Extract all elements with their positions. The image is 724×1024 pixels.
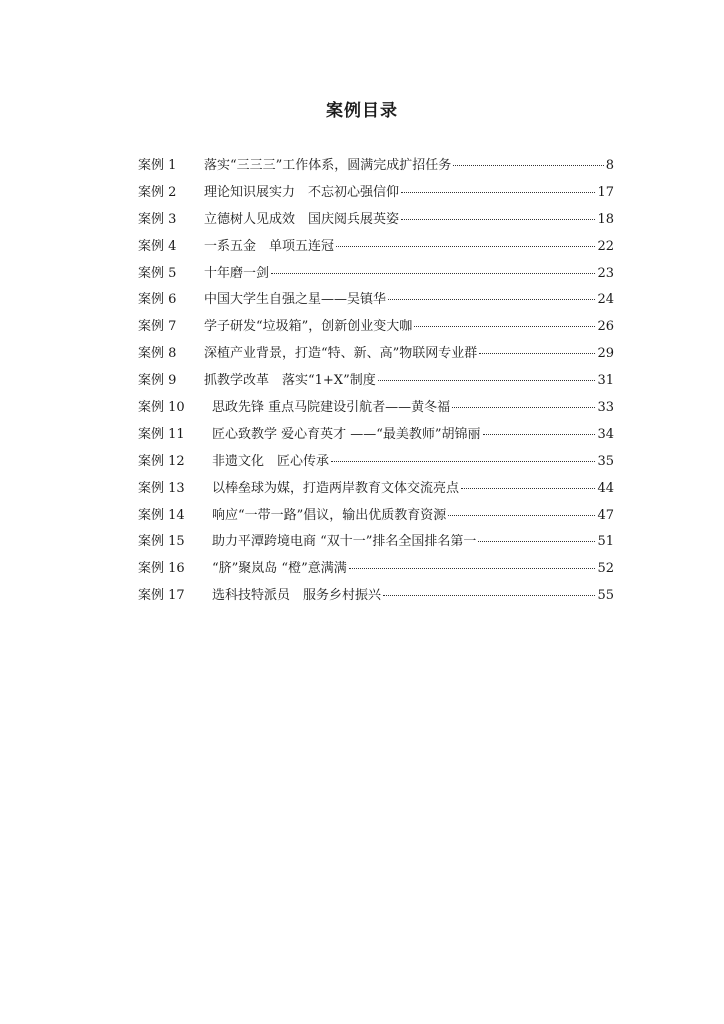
toc-entry[interactable] [138, 557, 614, 584]
toc-entry-title: 助力平潭跨境电商 “双十一”排名全国排名第一 [212, 534, 477, 550]
toc-entry-page: 29 [597, 346, 614, 362]
toc-entry[interactable] [138, 315, 614, 342]
toc-entry[interactable] [138, 504, 614, 531]
toc-entry-page: 51 [597, 534, 614, 550]
toc-entry[interactable] [138, 235, 614, 262]
toc-entry[interactable] [138, 262, 614, 289]
toc-dot-leader [349, 568, 596, 569]
toc-entry[interactable] [138, 530, 614, 557]
toc-entry[interactable] [138, 342, 614, 369]
toc-entry-number: 案例 10 [138, 400, 185, 416]
toc-entry-number: 案例 6 [138, 292, 177, 308]
toc-dot-leader [383, 595, 595, 596]
toc-dot-leader [336, 246, 595, 247]
toc-dot-leader [401, 219, 595, 220]
toc-entry-page: 31 [597, 373, 614, 389]
toc-entry-page: 26 [597, 319, 614, 335]
toc-entry-number: 案例 7 [138, 319, 177, 335]
toc-dot-leader [478, 541, 595, 542]
toc-entry-title: “脐”聚岚岛 “橙”意满满 [212, 561, 347, 577]
toc-entry[interactable] [138, 477, 614, 504]
toc-entry-page: 52 [597, 561, 614, 577]
toc-entry-title: 抓教学改革 落实“1+X”制度 [204, 373, 376, 389]
toc-entry-page: 34 [597, 426, 614, 442]
toc-entry-number: 案例 13 [138, 480, 185, 496]
toc-dot-leader [453, 165, 603, 166]
toc-dot-leader [452, 407, 595, 408]
toc-dot-leader [271, 273, 595, 274]
toc-entry-page: 55 [597, 588, 614, 604]
toc-entry-page: 8 [605, 158, 614, 173]
table-of-contents [138, 154, 614, 611]
toc-dot-leader [461, 488, 595, 489]
toc-entry[interactable] [138, 584, 614, 611]
toc-entry-page: 44 [597, 480, 614, 496]
toc-entry-number: 案例 15 [138, 534, 185, 550]
toc-entry-title: 响应“一带一路”倡议，输出优质教育资源 [212, 507, 447, 523]
toc-entry-number: 案例 1 [138, 158, 177, 173]
toc-dot-leader [448, 515, 595, 516]
page-title: 案例目录 [326, 101, 398, 121]
toc-entry-title: 非遗文化 匠心传承 [212, 453, 330, 469]
toc-entry-page: 17 [597, 184, 614, 200]
toc-dot-leader [388, 299, 595, 300]
toc-dot-leader [479, 353, 595, 354]
toc-entry-title: 中国大学生自强之星——吴镇华 [204, 292, 387, 308]
toc-entry[interactable] [138, 396, 614, 423]
toc-entry-number: 案例 11 [138, 426, 185, 442]
toc-entry-number: 案例 9 [138, 373, 177, 389]
toc-dot-leader [378, 380, 596, 381]
toc-entry-title: 思政先锋 重点马院建设引航者——黄冬福 [212, 400, 451, 416]
toc-dot-leader [331, 461, 595, 462]
toc-entry-title: 一系五金 单项五连冠 [204, 238, 335, 254]
toc-entry-page: 35 [597, 453, 614, 469]
toc-dot-leader [401, 192, 595, 193]
toc-entry[interactable] [138, 208, 614, 235]
toc-entry-title: 十年磨一剑 [204, 265, 270, 281]
toc-entry-title: 落实“三三三”工作体系，圆满完成扩招任务 [204, 158, 452, 173]
toc-entry-title: 选科技特派员 服务乡村振兴 [212, 588, 382, 604]
toc-entry-number: 案例 4 [138, 238, 177, 254]
toc-entry-page: 24 [597, 292, 614, 308]
toc-entry[interactable] [138, 181, 614, 208]
toc-entry[interactable] [138, 288, 614, 315]
toc-entry[interactable] [138, 369, 614, 396]
toc-dot-leader [414, 326, 595, 327]
toc-entry-title: 深植产业背景，打造“特、新、高”物联网专业群 [204, 346, 478, 362]
toc-entry-title: 学子研发“垃圾箱”，创新创业变大咖 [204, 319, 413, 335]
toc-entry-number: 案例 16 [138, 561, 185, 577]
toc-entry-page: 47 [597, 507, 614, 523]
toc-entry-title: 理论知识展实力 不忘初心强信仰 [204, 184, 400, 200]
toc-entry-number: 案例 3 [138, 211, 177, 227]
toc-entry[interactable] [138, 450, 614, 477]
toc-entry-number: 案例 8 [138, 346, 177, 362]
toc-entry-title: 以棒垒球为媒，打造两岸教育文体交流亮点 [212, 480, 460, 496]
toc-entry-title: 匠心致教学 爱心育英才 ——“最美教师”胡锦丽 [212, 426, 481, 442]
toc-dot-leader [483, 434, 596, 435]
toc-entry-page: 22 [597, 238, 614, 254]
toc-entry-page: 18 [597, 211, 614, 227]
toc-entry[interactable] [138, 423, 614, 450]
toc-entry-page: 33 [597, 400, 614, 416]
toc-entry-title: 立德树人见成效 国庆阅兵展英姿 [204, 211, 400, 227]
toc-entry-number: 案例 5 [138, 265, 177, 281]
toc-entry-number: 案例 14 [138, 507, 185, 523]
toc-entry-number: 案例 12 [138, 453, 185, 469]
toc-entry[interactable] [138, 154, 614, 181]
toc-entry-number: 案例 2 [138, 184, 177, 200]
toc-entry-number: 案例 17 [138, 588, 185, 604]
toc-entry-page: 23 [597, 265, 614, 281]
